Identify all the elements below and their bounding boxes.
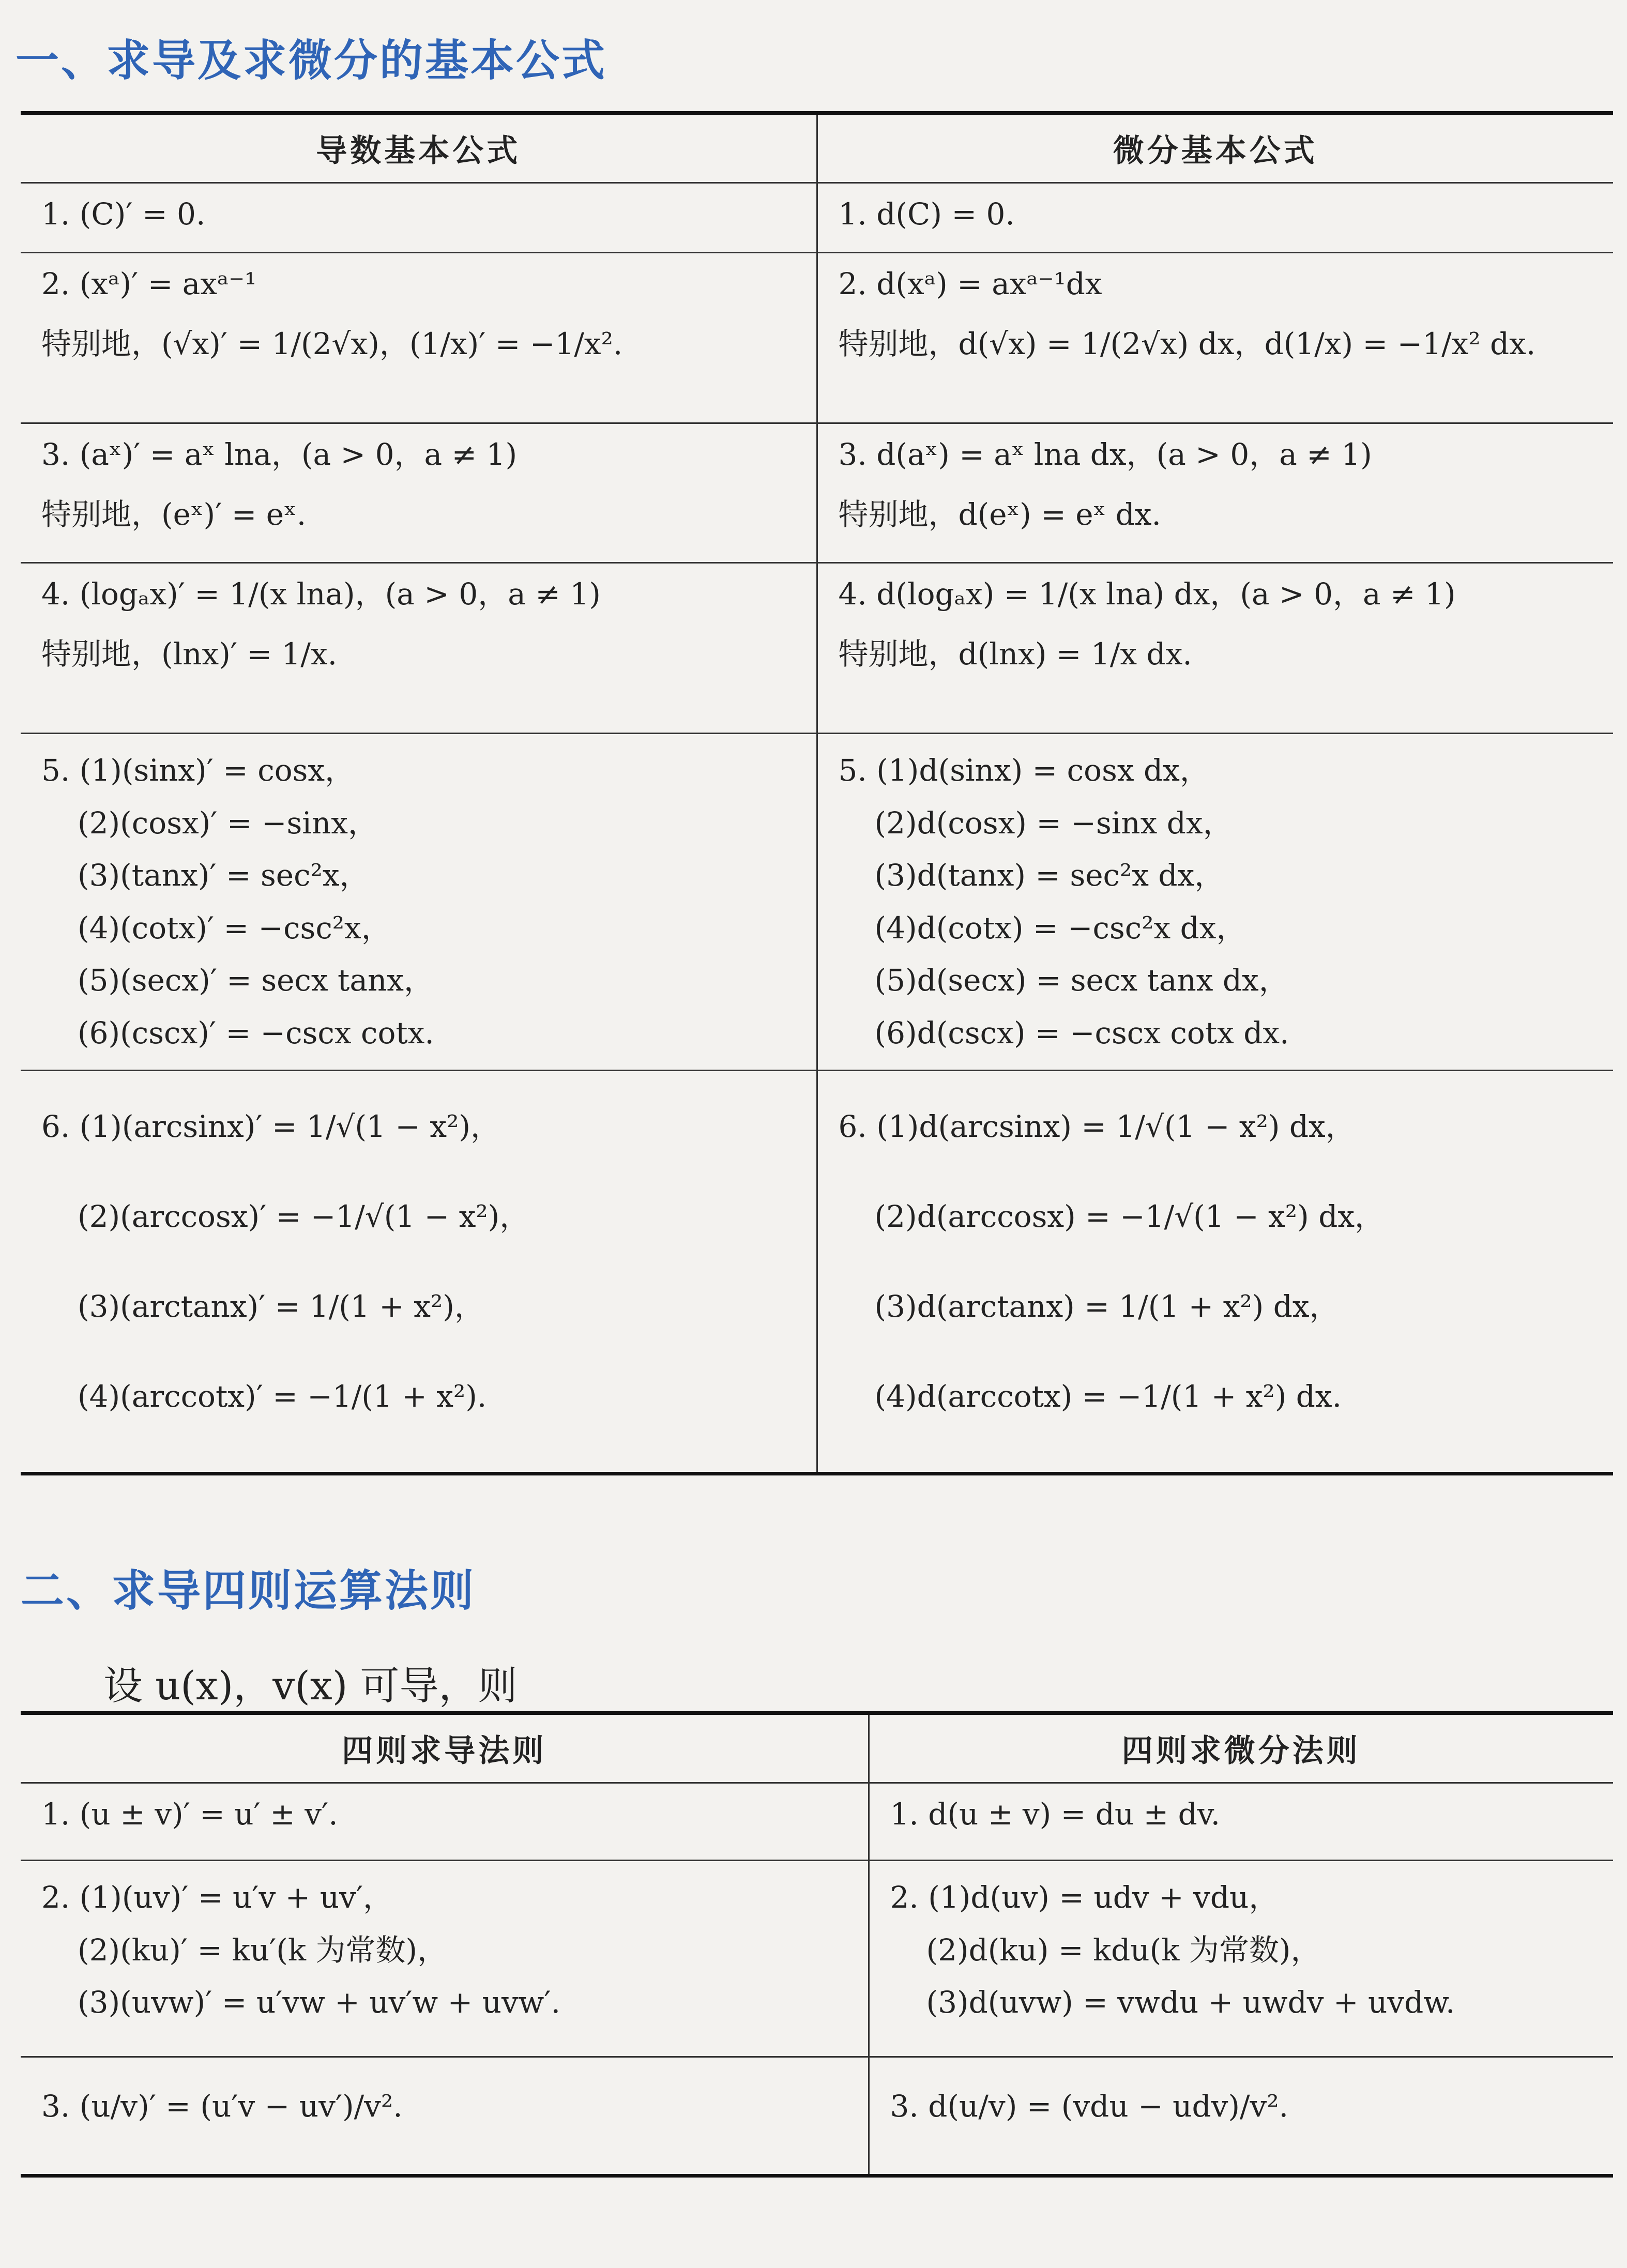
derivative-rules-header: 四则求导法则 [21,1713,869,1783]
derivative-formula-6: 6. (1)(arcsinx)′ = 1/√(1 − x²)， (2)(arccosx)′ = −1/√(1 − x²)， (3)(arctanx)′ = 1/(1 + x²)， (4)(arccotx)′ = −1/(1 + x²). [41,1109,530,1414]
derivative-formula-5: 5. (1)(sinx)′ = cosx， (2)(cosx)′ = −sinx， (3)(tanx)′ = sec²x， (4)(cotx)′ = −csc²x， (5)(secx)′ = secx tanx， (6)(cscx)′ = −cscx cotx. [41,753,434,1051]
differential-header: 微分基本公式 [817,113,1613,183]
differential-rule-1: 1. d(u ± v) = du ± dv. [890,1797,1221,1832]
differential-formula-2: 2. d(xᵃ) = axᵃ⁻¹dx 特别地，d(√x) = 1/(2√x) dx，d(1/x) = −1/x² dx. [838,266,1536,362]
section1-title: 一、求导及求微分的基本公式 [16,35,607,86]
derivative-rule-2: 2. (1)(uv)′ = u′v + uv′， (2)(ku)′ = ku′(k 为常数)， (3)(uvw)′ = u′vw + uv′w + uvw′. [41,1880,561,2020]
differential-formula-3: 3. d(aˣ) = aˣ lna dx，(a > 0，a ≠ 1) 特别地，d(eˣ) = eˣ dx. [838,437,1372,532]
differential-formula-1: 1. d(C) = 0. [838,196,1015,232]
differential-rule-3: 3. d(u/v) = (vdu − udv)/v². [890,2089,1289,2124]
section2-title: 二、求导四则运算法则 [21,1565,476,1616]
differential-rules-header: 四则求微分法则 [869,1713,1613,1783]
derivative-formula-2: 2. (xᵃ)′ = axᵃ⁻¹ 特别地，(√x)′ = 1/(2√x)，(1/x)′ = −1/x². [41,266,623,362]
derivative-formula-1: 1. (C)′ = 0. [41,196,206,232]
basic-formula-table [21,111,1613,1475]
section2-intro: 设 u(x)，v(x) 可导，则 [103,1663,518,1709]
derivative-formula-3: 3. (aˣ)′ = aˣ lna，(a > 0，a ≠ 1) 特别地，(eˣ)′ = eˣ. [41,437,518,532]
differential-formula-6: 6. (1)d(arcsinx) = 1/√(1 − x²) dx， (2)d(arccosx) = −1/√(1 − x²) dx， (3)d(arctanx) = 1/(1 + x²) dx， (4)d(arccotx) = −1/(1 + x²) dx. [838,1109,1385,1414]
arithmetic-rules-table [21,1711,1613,2178]
derivative-rule-3: 3. (u/v)′ = (u′v − uv′)/v². [41,2089,403,2124]
differential-formula-4: 4. d(logₐx) = 1/(x lna) dx，(a > 0，a ≠ 1) 特别地，d(lnx) = 1/x dx. [838,576,1456,672]
differential-formula-5: 5. (1)d(sinx) = cosx dx， (2)d(cosx) = −sinx dx， (3)d(tanx) = sec²x dx， (4)d(cotx) = −csc²x dx， (5)d(secx) = secx tanx dx， (6)d(cscx) = −cscx cotx dx. [838,753,1289,1051]
differential-rule-2: 2. (1)d(uv) = udv + vdu， (2)d(ku) = kdu(k 为常数)， (3)d(uvw) = vwdu + uwdv + uvdw. [890,1880,1455,2020]
derivative-rule-1: 1. (u ± v)′ = u′ ± v′. [41,1797,338,1832]
derivative-formula-4: 4. (logₐx)′ = 1/(x lna)，(a > 0，a ≠ 1) 特别地，(lnx)′ = 1/x. [41,576,601,672]
derivative-header: 导数基本公式 [21,113,817,183]
